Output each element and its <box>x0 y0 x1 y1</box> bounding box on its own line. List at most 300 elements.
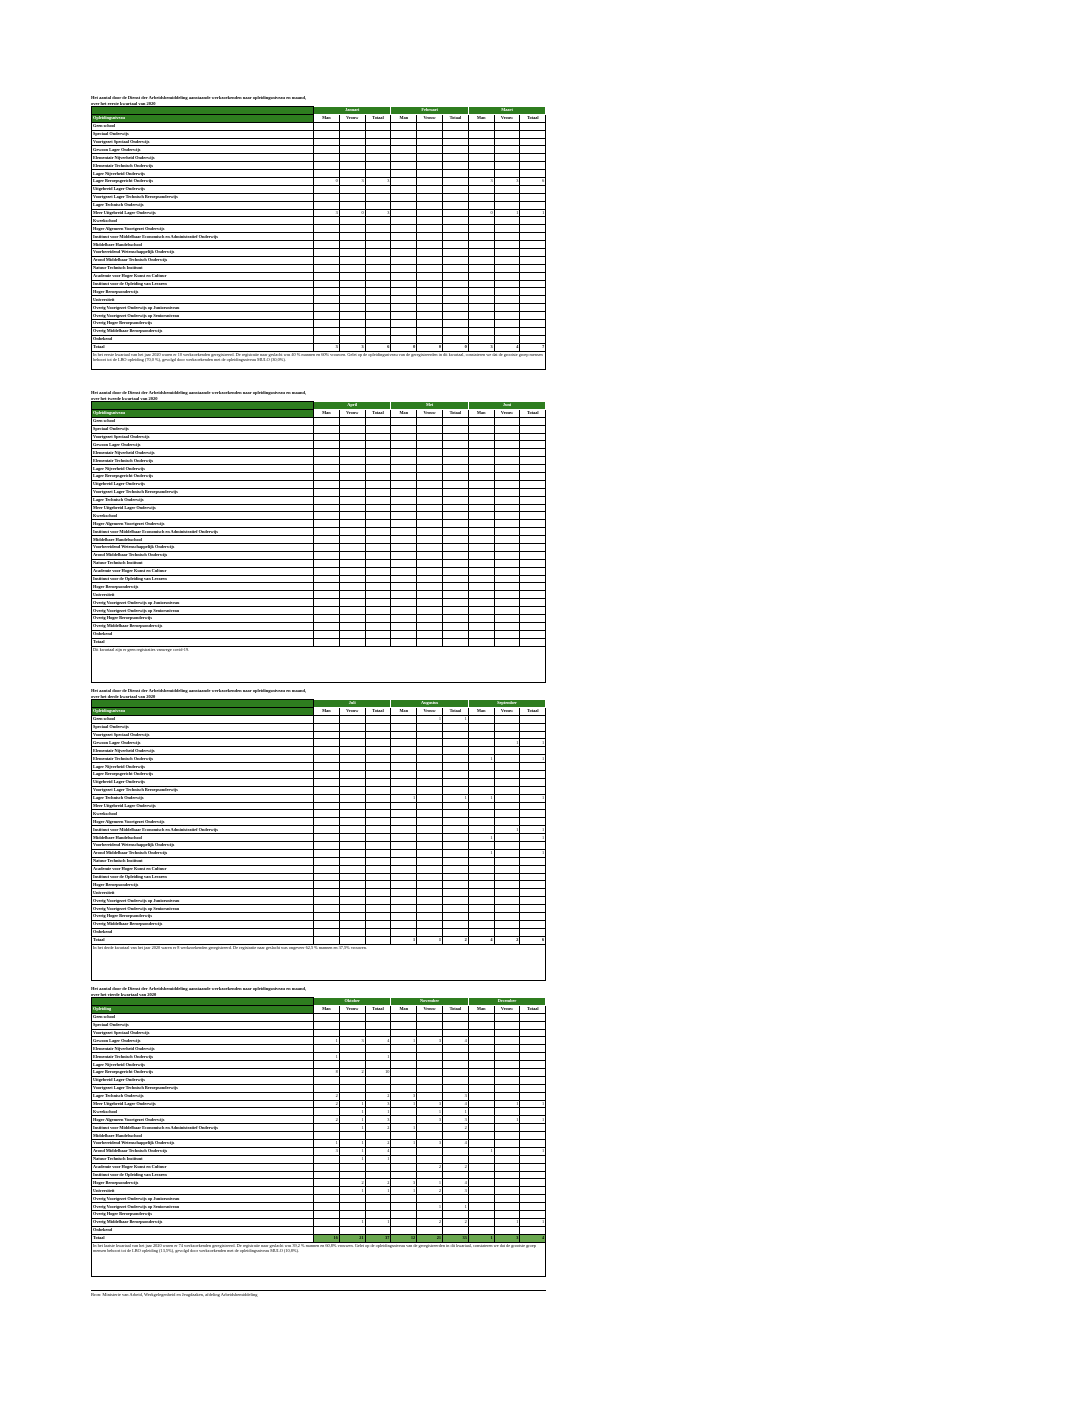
table-cell <box>443 241 469 249</box>
table-cell <box>468 802 494 810</box>
table-cell <box>417 881 443 889</box>
table-cell <box>339 480 365 488</box>
column-header: Vrouw <box>494 114 520 122</box>
table-cell <box>520 241 546 249</box>
row-label: Avond Middelbaar Technisch Onderwijs <box>92 1147 314 1155</box>
table-cell <box>314 889 340 897</box>
table-cell <box>391 826 417 834</box>
table-cell <box>314 778 340 786</box>
table-cell <box>468 763 494 771</box>
row-label: Lager Beroepsgericht Onderwijs <box>92 473 314 481</box>
table-cell <box>494 1226 520 1234</box>
table-cell <box>494 528 520 536</box>
table-cell: 3 <box>442 1116 468 1124</box>
row-label: Avond Middelbaar Technisch Onderwijs <box>92 551 314 559</box>
table-row <box>92 1132 546 1140</box>
table-cell <box>494 1053 520 1061</box>
table-cell <box>443 193 469 201</box>
table-cell <box>442 747 468 755</box>
table-cell <box>494 1203 520 1211</box>
table-cell: 4 <box>365 1147 391 1155</box>
table-cell <box>468 889 494 897</box>
table-cell <box>339 304 365 312</box>
table-cell: 1 <box>494 1116 520 1124</box>
table-cell <box>494 233 520 241</box>
table-row <box>92 146 546 154</box>
table-row <box>92 488 546 496</box>
table-cell <box>391 857 417 865</box>
table-cell <box>494 536 520 544</box>
table-cell: 2 <box>339 1179 365 1187</box>
table-cell <box>417 122 443 130</box>
table-cell <box>442 1045 468 1053</box>
row-label: Avond Middelbaar Technisch Onderwijs <box>92 256 314 264</box>
table-cell <box>365 544 391 552</box>
table-cell <box>494 794 520 802</box>
table-row <box>92 1053 546 1061</box>
row-header-label: Opleidingsniveau <box>92 707 314 715</box>
table-cell <box>520 327 546 335</box>
table-cell: 2 <box>314 1100 340 1108</box>
table-cell: 1 <box>391 1124 417 1132</box>
table-cell: 2 <box>365 1124 391 1132</box>
table-cell <box>391 810 417 818</box>
table-cell: 1 <box>339 1147 365 1155</box>
table-cell <box>468 842 494 850</box>
row-label: Elementair Nijverheid Onderwijs <box>92 154 314 162</box>
table-cell <box>520 583 546 591</box>
table-cell <box>468 739 494 747</box>
table-cell <box>339 622 365 630</box>
table-cell <box>443 264 469 272</box>
table-cell: 1 <box>365 1218 391 1226</box>
table-cell <box>442 771 468 779</box>
row-label: Instituut voor de Opleiding van Leraren <box>92 873 314 881</box>
table-cell <box>365 583 391 591</box>
table-cell <box>314 441 340 449</box>
table-row <box>92 122 546 130</box>
table-cell <box>339 591 365 599</box>
table-cell <box>391 849 417 857</box>
table-cell <box>365 170 391 178</box>
table-cell <box>494 1076 520 1084</box>
section-heading <box>91 688 546 699</box>
table-row <box>92 913 546 921</box>
column-header: Totaal <box>520 1005 546 1013</box>
table-cell <box>391 778 417 786</box>
table-cell <box>442 905 468 913</box>
table-cell <box>391 615 417 623</box>
row-label: Natuur Technisch Instituut <box>92 857 314 865</box>
table-cell <box>520 763 546 771</box>
table-cell <box>520 842 546 850</box>
table-row <box>92 154 546 162</box>
table-cell <box>365 567 391 575</box>
row-label: Hoger Beroepsonderwijs <box>92 288 314 296</box>
table-cell: 2 <box>417 1163 443 1171</box>
month-header-row <box>92 700 546 708</box>
section-subtitle: over het tweede kwartaal van 2020 <box>91 395 158 401</box>
table-cell <box>468 622 494 630</box>
row-label: Voortgezet Speciaal Onderwijs <box>92 138 314 146</box>
table-cell <box>442 731 468 739</box>
table-cell <box>365 130 391 138</box>
table-row <box>92 280 546 288</box>
table-cell <box>468 496 494 504</box>
table-cell <box>442 778 468 786</box>
table-cell <box>417 1069 443 1077</box>
table-cell <box>494 1179 520 1187</box>
table-cell <box>494 146 520 154</box>
table-cell <box>314 1076 340 1084</box>
table-cell <box>494 857 520 865</box>
table-cell <box>520 130 546 138</box>
table-cell <box>494 272 520 280</box>
row-label: Overig Voortgezet Onderwijs op Juniorsniveau <box>92 599 314 607</box>
table-cell <box>443 170 469 178</box>
row-label: Overig Hoger Beroepsonderwijs <box>92 1211 314 1219</box>
table-cell <box>314 320 340 328</box>
table-cell: 2 <box>365 1092 391 1100</box>
table-cell <box>391 122 417 130</box>
table-cell <box>494 1155 520 1163</box>
table-row <box>92 559 546 567</box>
table-cell <box>365 755 391 763</box>
table-cell <box>468 1155 494 1163</box>
table-cell: 1 <box>365 1155 391 1163</box>
row-label: Lager Nijverheid Onderwijs <box>92 170 314 178</box>
table-cell <box>339 857 365 865</box>
table-row <box>92 794 546 802</box>
table-cell <box>468 327 494 335</box>
table-cell <box>417 528 443 536</box>
row-label: Geen school <box>92 417 314 425</box>
table-cell <box>417 1013 443 1021</box>
table-cell <box>443 138 469 146</box>
table-cell <box>468 465 494 473</box>
section-subtitle: over het derde kwartaal van 2020 <box>91 693 156 699</box>
table-cell <box>365 928 391 936</box>
table-row <box>92 857 546 865</box>
table-cell <box>365 465 391 473</box>
row-label: Overig Voortgezet Onderwijs op Seniorsniveau <box>92 1203 314 1211</box>
table-cell: 6 <box>520 178 546 186</box>
table-row <box>92 1140 546 1148</box>
table-cell <box>314 1179 340 1187</box>
table-cell <box>314 1108 340 1116</box>
table-cell <box>417 786 443 794</box>
table-cell <box>442 881 468 889</box>
table-cell <box>443 154 469 162</box>
table-cell <box>494 327 520 335</box>
table-cell <box>468 433 494 441</box>
table-cell <box>314 185 340 193</box>
row-label: Overig Middelbaar Beroepsonderwijs <box>92 1218 314 1226</box>
table-cell <box>494 1013 520 1021</box>
table-cell <box>468 897 494 905</box>
table-cell <box>391 786 417 794</box>
table-cell <box>520 1163 546 1171</box>
table-cell <box>339 559 365 567</box>
table-cell <box>365 786 391 794</box>
table-cell <box>365 731 391 739</box>
table-cell: 1 <box>520 739 546 747</box>
table-cell <box>339 1163 365 1171</box>
table-cell: 1 <box>494 1218 520 1226</box>
table-cell <box>494 1163 520 1171</box>
table-cell <box>494 312 520 320</box>
row-label: Lager Technisch Onderwijs <box>92 496 314 504</box>
table-cell <box>365 1163 391 1171</box>
table-cell <box>520 512 546 520</box>
row-label: Overig Voortgezet Onderwijs op Seniorsniveau <box>92 607 314 615</box>
table-cell <box>520 1037 546 1045</box>
table-cell <box>468 1195 494 1203</box>
table-row <box>92 209 546 217</box>
table-cell <box>520 217 546 225</box>
column-header: Vrouw <box>417 707 443 715</box>
table-cell <box>314 457 340 465</box>
table-cell <box>494 280 520 288</box>
row-label: Hoger Algemeen Voortgezet Onderwijs <box>92 225 314 233</box>
table-cell <box>314 763 340 771</box>
table-cell <box>468 162 494 170</box>
table-cell <box>468 731 494 739</box>
table-cell: 3 <box>365 1100 391 1108</box>
table-cell <box>314 335 340 343</box>
table-cell <box>520 154 546 162</box>
table-cell <box>391 1116 417 1124</box>
table-cell <box>391 178 417 186</box>
table-row <box>92 1226 546 1234</box>
table-cell <box>391 1147 417 1155</box>
table-cell <box>443 146 469 154</box>
table-cell: 4 <box>442 1100 468 1108</box>
table-row <box>92 249 546 257</box>
column-header: Man <box>391 409 417 417</box>
table-cell <box>468 520 494 528</box>
header-blank <box>92 402 314 410</box>
table-cell <box>365 834 391 842</box>
table-cell: 8 <box>314 1069 340 1077</box>
table-cell <box>468 1061 494 1069</box>
row-label: Overig Voortgezet Onderwijs op Juniorsniveau <box>92 897 314 905</box>
table-row <box>92 897 546 905</box>
table-cell <box>339 488 365 496</box>
table-cell <box>468 320 494 328</box>
table-cell <box>494 873 520 881</box>
section-subtitle: over het eerste kwartaal van 2020 <box>91 100 156 106</box>
table-cell <box>468 154 494 162</box>
table-cell <box>520 312 546 320</box>
table-cell <box>520 465 546 473</box>
table-cell <box>314 1124 340 1132</box>
table-cell <box>314 241 340 249</box>
table-cell <box>494 217 520 225</box>
table-cell <box>520 857 546 865</box>
table-cell <box>494 920 520 928</box>
row-label: Instituut voor de Opleiding van Leraren <box>92 1171 314 1179</box>
table-cell <box>365 1045 391 1053</box>
table-cell <box>520 1021 546 1029</box>
table-cell <box>314 473 340 481</box>
table-cell <box>391 185 417 193</box>
column-header: Totaal <box>442 707 468 715</box>
table-cell <box>417 520 443 528</box>
table-cell <box>520 622 546 630</box>
table-cell <box>443 272 469 280</box>
table-cell <box>391 1211 417 1219</box>
table-cell <box>494 731 520 739</box>
table-cell: 1 <box>339 1116 365 1124</box>
row-label: Academie voor Hoger Kunst en Cultuur <box>92 272 314 280</box>
table-cell <box>314 504 340 512</box>
table-cell <box>494 1092 520 1100</box>
table-cell <box>314 296 340 304</box>
table-cell: 0 <box>339 209 365 217</box>
table-cell: 10 <box>365 1069 391 1077</box>
table-cell: 1 <box>494 826 520 834</box>
table-cell <box>520 296 546 304</box>
table-cell <box>314 755 340 763</box>
table-cell <box>365 496 391 504</box>
row-label: Middelbare Handelsschool <box>92 536 314 544</box>
row-label: Elementair Technisch Onderwijs <box>92 162 314 170</box>
table-cell <box>365 528 391 536</box>
header-blank <box>92 998 314 1006</box>
table-cell <box>391 249 417 257</box>
table-cell <box>391 241 417 249</box>
table-cell <box>314 304 340 312</box>
table-cell <box>314 897 340 905</box>
table-cell <box>442 1195 468 1203</box>
table-cell <box>365 1029 391 1037</box>
column-header: Vrouw <box>494 409 520 417</box>
table-cell <box>442 810 468 818</box>
table-cell <box>365 1211 391 1219</box>
table-cell <box>339 1092 365 1100</box>
table-cell <box>417 480 443 488</box>
table-row <box>92 327 546 335</box>
table-cell <box>468 473 494 481</box>
table-cell: 4 <box>442 1037 468 1045</box>
table-cell <box>442 865 468 873</box>
table-cell <box>443 288 469 296</box>
table-cell <box>365 575 391 583</box>
table-cell <box>417 1021 443 1029</box>
table-cell <box>468 873 494 881</box>
table-cell <box>468 264 494 272</box>
table-cell <box>468 241 494 249</box>
table-cell <box>339 425 365 433</box>
table-row <box>92 312 546 320</box>
table-row <box>92 763 546 771</box>
table-cell <box>520 591 546 599</box>
table-cell <box>442 842 468 850</box>
table-cell <box>314 154 340 162</box>
table-cell: 2 <box>365 1179 391 1187</box>
table-cell <box>314 747 340 755</box>
table-cell <box>468 1100 494 1108</box>
table-cell <box>339 889 365 897</box>
table-cell <box>443 280 469 288</box>
table-cell <box>468 905 494 913</box>
table-cell <box>314 146 340 154</box>
data-table <box>91 997 546 1243</box>
table-cell <box>391 607 417 615</box>
table-cell <box>314 607 340 615</box>
table-cell <box>339 818 365 826</box>
table-cell <box>314 1029 340 1037</box>
table-cell: 1 <box>365 1053 391 1061</box>
table-cell <box>520 599 546 607</box>
table-cell <box>365 818 391 826</box>
table-cell <box>494 1195 520 1203</box>
table-cell <box>314 264 340 272</box>
table-row <box>92 1092 546 1100</box>
table-cell <box>365 715 391 723</box>
table-cell <box>391 1218 417 1226</box>
table-cell <box>417 449 443 457</box>
table-cell <box>468 1218 494 1226</box>
table-cell <box>494 778 520 786</box>
table-cell <box>468 559 494 567</box>
table-cell <box>417 1226 443 1234</box>
table-cell: 1 <box>365 1108 391 1116</box>
row-label: Hoger Algemeen Voortgezet Onderwijs <box>92 1116 314 1124</box>
table-cell <box>442 763 468 771</box>
table-cell <box>391 138 417 146</box>
table-cell <box>442 1226 468 1234</box>
row-label: Speciaal Onderwijs <box>92 1021 314 1029</box>
table-cell <box>468 272 494 280</box>
month-header-row <box>92 402 546 410</box>
table-row <box>92 615 546 623</box>
table-cell <box>365 622 391 630</box>
table-cell <box>442 1147 468 1155</box>
table-cell <box>520 1108 546 1116</box>
table-cell <box>468 826 494 834</box>
table-cell: 1 <box>417 1108 443 1116</box>
table-cell: 1 <box>468 1147 494 1155</box>
row-label: Avond Middelbaar Technisch Onderwijs <box>92 849 314 857</box>
table-cell <box>314 591 340 599</box>
table-cell <box>442 1013 468 1021</box>
table-cell <box>468 488 494 496</box>
table-row <box>92 1218 546 1226</box>
column-header: Man <box>391 114 417 122</box>
table-cell <box>365 193 391 201</box>
row-label: Geen school <box>92 715 314 723</box>
table-cell: 2 <box>417 1187 443 1195</box>
row-label: Hoger Beroepsonderwijs <box>92 1179 314 1187</box>
table-cell <box>417 1092 443 1100</box>
table-cell <box>442 544 468 552</box>
row-label: Lager Nijverheid Onderwijs <box>92 1061 314 1069</box>
table-cell <box>520 425 546 433</box>
table-cell <box>417 272 443 280</box>
table-cell <box>391 715 417 723</box>
column-header: Totaal <box>365 114 391 122</box>
table-cell <box>314 826 340 834</box>
table-cell <box>468 280 494 288</box>
table-cell <box>365 794 391 802</box>
table-cell <box>391 280 417 288</box>
table-cell <box>494 638 520 646</box>
table-cell <box>365 826 391 834</box>
table-cell <box>494 201 520 209</box>
table-cell <box>417 162 443 170</box>
